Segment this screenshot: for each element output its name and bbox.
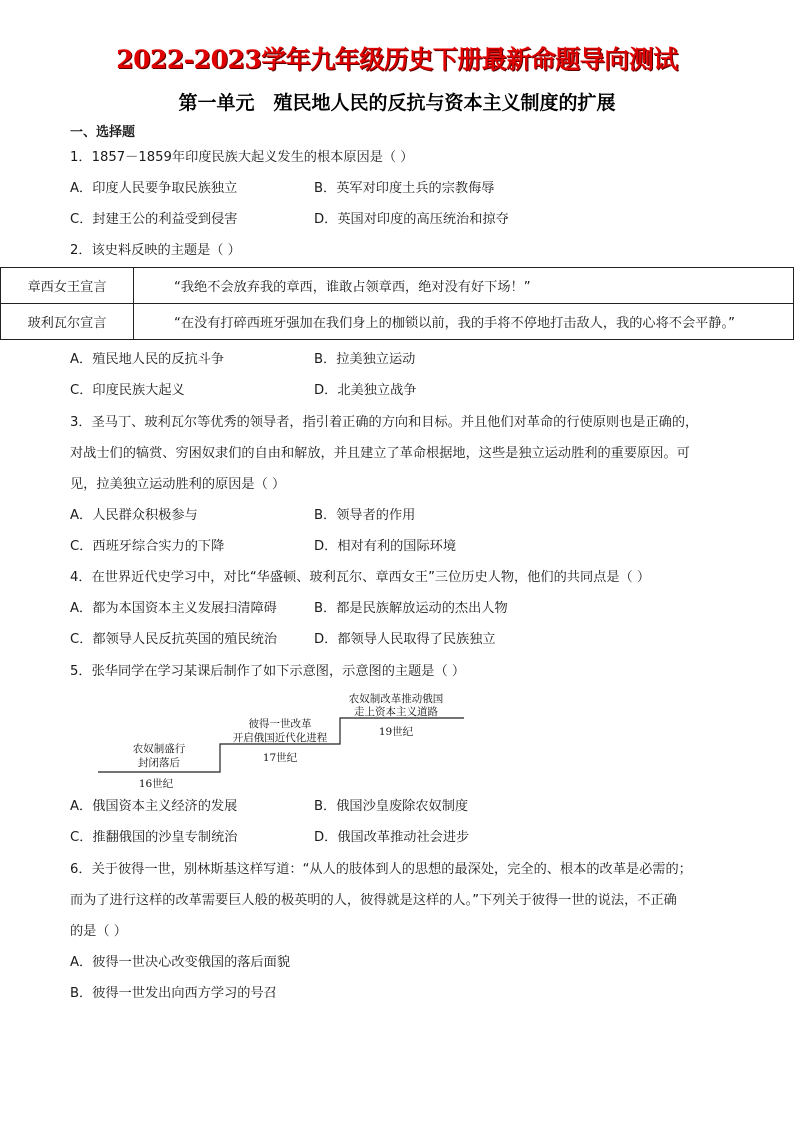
step-3-label: 19世纪 xyxy=(378,726,414,738)
question-1-option-d: D．英国对印度的高压统治和掠夺 xyxy=(314,212,509,227)
question-3-option-d: D．相对有利的国际环境 xyxy=(314,539,457,554)
step-1-top-text: 农奴制盛行 xyxy=(132,743,186,755)
table-row xyxy=(1,304,794,340)
step-2-bottom-text: 开启俄国近代化进程 xyxy=(232,732,328,744)
table-cell-speaker: 玻利瓦尔宣言 xyxy=(1,304,134,340)
question-5-option-c: C．推翻俄国的沙皇专制统治 xyxy=(70,830,238,845)
page-title: 2022-2023学年九年级历史下册最新命题导向测试 xyxy=(116,45,678,74)
step-2-top-text: 彼得一世改革 xyxy=(248,718,312,730)
question-2-option-c: C．印度民族大起义 xyxy=(70,383,185,398)
question-5-stem: 5．张华同学在学习某课后制作了如下示意图，示意图的主题是（ ） xyxy=(70,664,466,679)
question-1-option-c: C．封建王公的利益受到侵害 xyxy=(70,212,238,227)
question-3-option-a: A．人民群众积极参与 xyxy=(70,508,198,523)
table-cell-quote: “在没有打碎西班牙强加在我们身上的枷锁以前，我的手将不停地打击敌人，我的心将不会平静。” xyxy=(134,304,794,340)
table-cell-quote: “我绝不会放弃我的章西，谁敢占领章西，绝对没有好下场！” xyxy=(134,268,794,304)
source-quote-table xyxy=(0,267,794,340)
question-4-option-c: C．都领导人民反抗英国的殖民统治 xyxy=(70,632,278,647)
question-6-option-a: A．彼得一世决心改变俄国的落后面貌 xyxy=(70,955,291,970)
question-1-stem: 1．1857－1859年印度民族大起义发生的根本原因是（ ） xyxy=(70,150,414,165)
step-1-bottom-text: 封闭落后 xyxy=(138,757,180,769)
question-2-option-a: A．殖民地人民的反抗斗争 xyxy=(70,352,225,367)
step-1-label: 16世纪 xyxy=(138,778,174,790)
question-4-option-a: A．都为本国资本主义发展扫清障碍 xyxy=(70,601,277,616)
table-cell-speaker: 章西女王宣言 xyxy=(1,268,134,304)
question-3-stem-line-1: 3．圣马丁、玻利瓦尔等优秀的领导者，指引着正确的方向和目标。并且他们对革命的行使原则也是正确的， xyxy=(70,415,699,430)
question-4-option-b: B．都是民族解放运动的杰出人物 xyxy=(314,601,508,616)
question-3-stem-line-3: 见，拉美独立运动胜利的原因是（ ） xyxy=(70,477,286,492)
question-5-option-b: B．俄国沙皇废除农奴制度 xyxy=(314,799,469,814)
question-2-stem: 2．该史料反映的主题是（ ） xyxy=(70,243,241,258)
question-4-option-d: D．都领导人民取得了民族独立 xyxy=(314,632,496,647)
section-heading: 一、选择题 xyxy=(70,125,136,140)
question-3-option-b: B．领导者的作用 xyxy=(314,508,416,523)
step-3-top-text: 农奴制改革推动俄国 xyxy=(348,693,444,705)
question-4-stem: 4．在世界近代史学习中，对比“华盛顿、玻利瓦尔、章西女王”三位历史人物，他们的共同点是（ ） xyxy=(70,570,651,585)
question-6-stem-line-3: 的是（ ） xyxy=(70,924,127,939)
question-3-option-c: C．西班牙综合实力的下降 xyxy=(70,539,225,554)
question-2-option-d: D．北美独立战争 xyxy=(314,383,417,398)
question-1-option-a: A．印度人民要争取民族独立 xyxy=(70,181,238,196)
unit-title: 第一单元 殖民地人民的反抗与资本主义制度的扩展 xyxy=(178,92,616,114)
question-3-stem-line-2: 对战士们的犒赏、穷困奴隶们的自由和解放，并且建立了革命根据地，这些是独立运动胜利的重要原因。可 xyxy=(70,446,690,461)
russia-staircase-diagram xyxy=(94,692,474,796)
question-1-option-b: B．英军对印度土兵的宗教侮辱 xyxy=(314,181,495,196)
question-5-option-a: A．俄国资本主义经济的发展 xyxy=(70,799,238,814)
question-6-stem-line-1: 6．关于彼得一世，别林斯基这样写道：“从人的肢体到人的思想的最深处，完全的、根本的改革是必需的； xyxy=(70,862,692,877)
step-3-bottom-text: 走上资本主义道路 xyxy=(354,706,438,718)
question-5-option-d: D．俄国改革推动社会进步 xyxy=(314,830,470,845)
question-6-option-b: B．彼得一世发出向西方学习的号召 xyxy=(70,986,277,1001)
question-6-stem-line-2: 而为了进行这样的改革需要巨人般的极英明的人，彼得就是这样的人。”下列关于彼得一世的说法，不正确 xyxy=(70,893,677,908)
question-2-option-b: B．拉美独立运动 xyxy=(314,352,416,367)
table-row xyxy=(1,268,794,304)
step-2-label: 17世纪 xyxy=(262,752,298,764)
